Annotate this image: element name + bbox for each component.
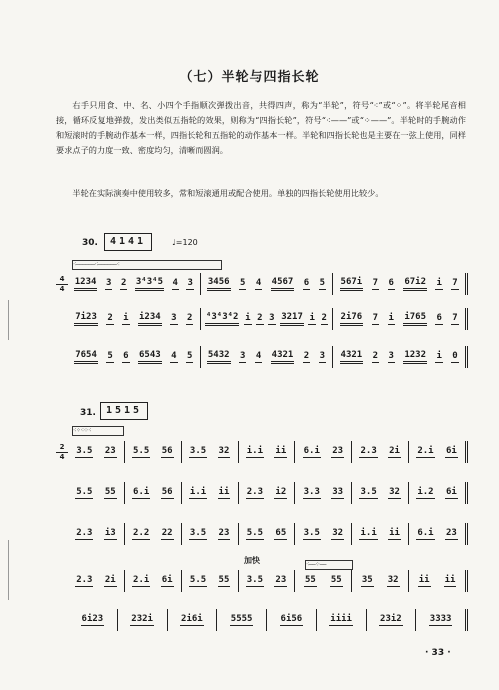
note-group: 3.3 <box>303 487 320 497</box>
note-group: 5 <box>319 278 326 288</box>
note-group: 5.5 <box>76 487 93 497</box>
note-group: 2 <box>257 313 263 323</box>
note-group: 3 <box>105 278 112 288</box>
note-group: 3.5 <box>76 446 93 456</box>
note-group: 4 <box>255 278 262 288</box>
note-group: 3⁴3⁴5 <box>135 277 164 291</box>
note-group: ⁴3⁴3⁴2 <box>205 312 240 326</box>
note-group: i.2 <box>417 487 434 497</box>
page-number: · 33 · <box>425 648 451 658</box>
note-group: i2 <box>275 487 287 497</box>
note-group: i <box>309 313 315 323</box>
note-group: 5.5 <box>246 528 264 538</box>
note-group: 3 <box>319 351 326 361</box>
note-group: 7i23 <box>74 312 98 326</box>
note-group: 55 <box>104 487 116 497</box>
paragraph-1: 右手只用食、中、名、小四个手指顺次弹拨出音，共得四声，称为“半轮”，符号“⁖”或“⁘”。将半轮尾音相接，循环反复地弹拨，发出类似五指轮的效果，则称为“四指长轮”，符号“⁖——”或“⁘——”。半轮时的手腕动作和短滚时的手腕动作基本一样，四指长轮和五指轮的动作基本一样。半轮和四指长轮也是主要在一弦上使用，同样要求点子的力度一致、密度均匀，清晰而圆润。 <box>56 100 466 155</box>
note-group: i <box>245 313 251 323</box>
note-group: 6i <box>445 446 457 456</box>
measures <box>68 273 468 295</box>
measure <box>352 523 409 545</box>
note-group: i234 <box>138 312 162 326</box>
note-group: 55 <box>330 575 342 585</box>
note-group: 5 <box>239 278 246 288</box>
time-signature <box>56 444 68 461</box>
note-group: 56 <box>161 446 173 456</box>
measure <box>295 482 352 504</box>
paragraph-2: 半轮在实际演奏中使用较多，常和短滚通用或配合使用。单独的四指长轮使用比较少。 <box>72 188 384 198</box>
note-group: 23 <box>445 528 457 538</box>
score-row <box>56 308 468 330</box>
exercise-31-fingering-2: ⁖——⁘—— <box>305 560 353 570</box>
note-group: 2 <box>321 313 327 323</box>
measure <box>201 273 334 295</box>
note-group: 5 <box>107 351 113 361</box>
time-signature-top: 2 <box>59 442 65 451</box>
measure <box>182 482 239 504</box>
measure <box>68 273 201 295</box>
note-group: 3.5 <box>360 487 377 497</box>
score-row <box>56 273 468 295</box>
score-row <box>56 482 468 504</box>
note-group: 6.i <box>133 487 150 497</box>
note-group: 7 <box>372 278 379 288</box>
note-group: 7 <box>372 313 379 323</box>
measure <box>182 570 239 592</box>
note-group: 2 <box>186 313 193 323</box>
measure <box>239 482 296 504</box>
note-group: 4 <box>255 351 262 361</box>
exercise-31-pattern: 1515 <box>100 402 148 420</box>
note-group: 2.3 <box>76 528 93 538</box>
measure <box>68 523 125 545</box>
measure <box>182 523 239 545</box>
note-group: 3 <box>239 351 246 361</box>
measures <box>68 482 468 504</box>
time-signature-bottom: 4 <box>59 452 65 461</box>
note-group: 6 <box>388 278 394 288</box>
measure <box>68 308 201 330</box>
measure <box>333 273 468 295</box>
note-group: 3.5 <box>189 446 207 456</box>
time-signature <box>56 276 68 293</box>
measure <box>409 441 468 463</box>
note-group: 3 <box>269 313 275 323</box>
score-row <box>56 346 468 368</box>
note-group: 4567 <box>271 277 295 291</box>
time-signature-top: 4 <box>59 274 65 283</box>
measure <box>68 609 118 631</box>
note-group: 6.i <box>417 528 434 538</box>
note-group: 6 <box>123 351 129 361</box>
measure <box>125 523 182 545</box>
note-group: 3.5 <box>246 575 264 585</box>
note-group: iiii <box>330 614 352 624</box>
note-group: 5.5 <box>133 446 150 456</box>
measure <box>125 441 182 463</box>
note-group: 22 <box>161 528 173 538</box>
note-group: i.i <box>189 487 207 497</box>
measure <box>182 441 239 463</box>
note-group: ii <box>444 575 456 585</box>
measure <box>239 523 296 545</box>
measures <box>68 523 468 545</box>
note-group: ii <box>218 487 230 497</box>
note-group: 67i2 <box>403 277 427 291</box>
measure <box>68 482 125 504</box>
note-group: 33 <box>332 487 344 497</box>
tempo-change-label: 加快 <box>244 555 260 565</box>
note-group: 4321 <box>271 350 295 364</box>
note-group: 2i6i <box>181 614 203 624</box>
note-group: 6i56 <box>280 614 303 624</box>
note-group: 3 <box>187 278 193 288</box>
note-group: 6i <box>161 575 173 585</box>
note-group: 4 <box>171 351 177 361</box>
note-group: 2.2 <box>133 528 150 538</box>
note-group: 3 <box>388 351 394 361</box>
measures <box>68 308 468 330</box>
measure <box>295 570 352 592</box>
note-group: 5 <box>186 351 193 361</box>
note-group: 7 <box>452 278 458 288</box>
note-group: 32 <box>218 446 230 456</box>
note-group: 3456 <box>207 277 231 291</box>
note-group: 3.5 <box>303 528 320 538</box>
note-group: 3 <box>171 313 177 323</box>
measure <box>333 308 468 330</box>
note-group: ii <box>389 528 400 538</box>
note-group: 2 <box>303 351 310 361</box>
note-group: 23i2 <box>380 614 402 624</box>
score-row <box>56 609 468 631</box>
measure <box>125 570 182 592</box>
note-group: 4321 <box>340 350 364 364</box>
section-title: （七）半轮与四指长轮 <box>179 70 320 85</box>
note-group: 3217 <box>280 312 304 326</box>
note-group: 2i <box>104 575 116 585</box>
note-group: 32 <box>387 575 399 585</box>
note-group: 6 <box>303 278 310 288</box>
note-group: 6 <box>436 313 442 323</box>
note-group: 32 <box>389 487 400 497</box>
note-group: 2.3 <box>360 446 377 456</box>
note-group: 23 <box>275 575 287 585</box>
note-group: i <box>123 313 129 323</box>
measures <box>68 609 468 631</box>
note-group: 23 <box>218 528 230 538</box>
measure <box>68 570 125 592</box>
score-row <box>56 570 468 592</box>
margin-mark <box>8 300 9 340</box>
note-group: 6i <box>445 487 457 497</box>
measure <box>317 609 367 631</box>
note-group: 7654 <box>74 350 98 364</box>
note-group: i <box>436 351 442 361</box>
measure <box>68 346 201 368</box>
note-group: 56 <box>161 487 173 497</box>
measures <box>68 441 468 463</box>
note-group: 2.i <box>133 575 150 585</box>
note-group: 65 <box>275 528 287 538</box>
score-row <box>56 441 468 463</box>
note-group: i3 <box>104 528 116 538</box>
measure <box>352 482 409 504</box>
measure <box>333 346 468 368</box>
note-group: 5.5 <box>189 575 207 585</box>
measure <box>201 308 334 330</box>
note-group: ii <box>275 446 287 456</box>
exercise-31-fingering: ⁖⁘⁖⁘⁖ <box>72 426 124 436</box>
note-group: 2i <box>389 446 400 456</box>
note-group: 6.i <box>303 446 320 456</box>
exercise-30-fingering: ⁖——————⁖——————⁖ <box>72 260 222 270</box>
measure <box>239 441 296 463</box>
measure <box>118 609 168 631</box>
margin-mark <box>8 540 9 600</box>
score-row <box>56 523 468 545</box>
note-group: 6i23 <box>81 614 104 624</box>
measure <box>409 482 468 504</box>
note-group: ii <box>418 575 430 585</box>
note-group: 2.i <box>417 446 434 456</box>
measure <box>409 570 468 592</box>
note-group: 35 <box>361 575 373 585</box>
note-group: 55 <box>218 575 230 585</box>
note-group: 2 <box>107 313 113 323</box>
note-group: 5432 <box>207 350 231 364</box>
measure <box>217 609 267 631</box>
measure <box>239 570 296 592</box>
exercise-30-pattern: 4141 <box>104 233 152 251</box>
note-group: 23 <box>104 446 116 456</box>
note-group: i <box>436 278 442 288</box>
measure <box>267 609 317 631</box>
note-group: i.i <box>246 446 264 456</box>
measure <box>295 523 352 545</box>
note-group: 3.5 <box>189 528 207 538</box>
note-group: 232i <box>131 614 153 624</box>
measure <box>68 441 125 463</box>
note-group: 2.3 <box>76 575 93 585</box>
note-group: 4 <box>172 278 178 288</box>
note-group: 55 <box>304 575 316 585</box>
note-group: 3333 <box>429 614 452 624</box>
measure <box>352 570 409 592</box>
note-group: 5555 <box>230 614 253 624</box>
time-signature-bottom: 4 <box>59 284 65 293</box>
measure <box>168 609 218 631</box>
measure <box>409 523 468 545</box>
note-group: i765 <box>403 312 427 326</box>
note-group: 7 <box>452 313 458 323</box>
note-group: 2.3 <box>246 487 264 497</box>
measure <box>125 482 182 504</box>
note-group: 23 <box>332 446 344 456</box>
note-group: i <box>388 313 394 323</box>
exercise-30-label: 30. <box>82 238 98 248</box>
note-group: 2 <box>120 278 127 288</box>
note-group: 567i <box>340 277 364 291</box>
measures <box>68 570 468 592</box>
measure <box>352 441 409 463</box>
measure <box>201 346 334 368</box>
note-group: 0 <box>452 351 458 361</box>
note-group: i.i <box>360 528 377 538</box>
note-group: 1232 <box>403 350 427 364</box>
note-group: 1234 <box>74 277 98 291</box>
exercise-30-tempo: ♩=120 <box>172 238 198 247</box>
note-group: 2 <box>372 351 379 361</box>
measures <box>68 346 468 368</box>
measure <box>295 441 352 463</box>
measure <box>367 609 417 631</box>
note-group: 6543 <box>138 350 162 364</box>
note-group: 32 <box>332 528 344 538</box>
note-group: 2i76 <box>340 312 364 326</box>
measure <box>416 609 468 631</box>
exercise-31-label: 31. <box>80 408 96 418</box>
